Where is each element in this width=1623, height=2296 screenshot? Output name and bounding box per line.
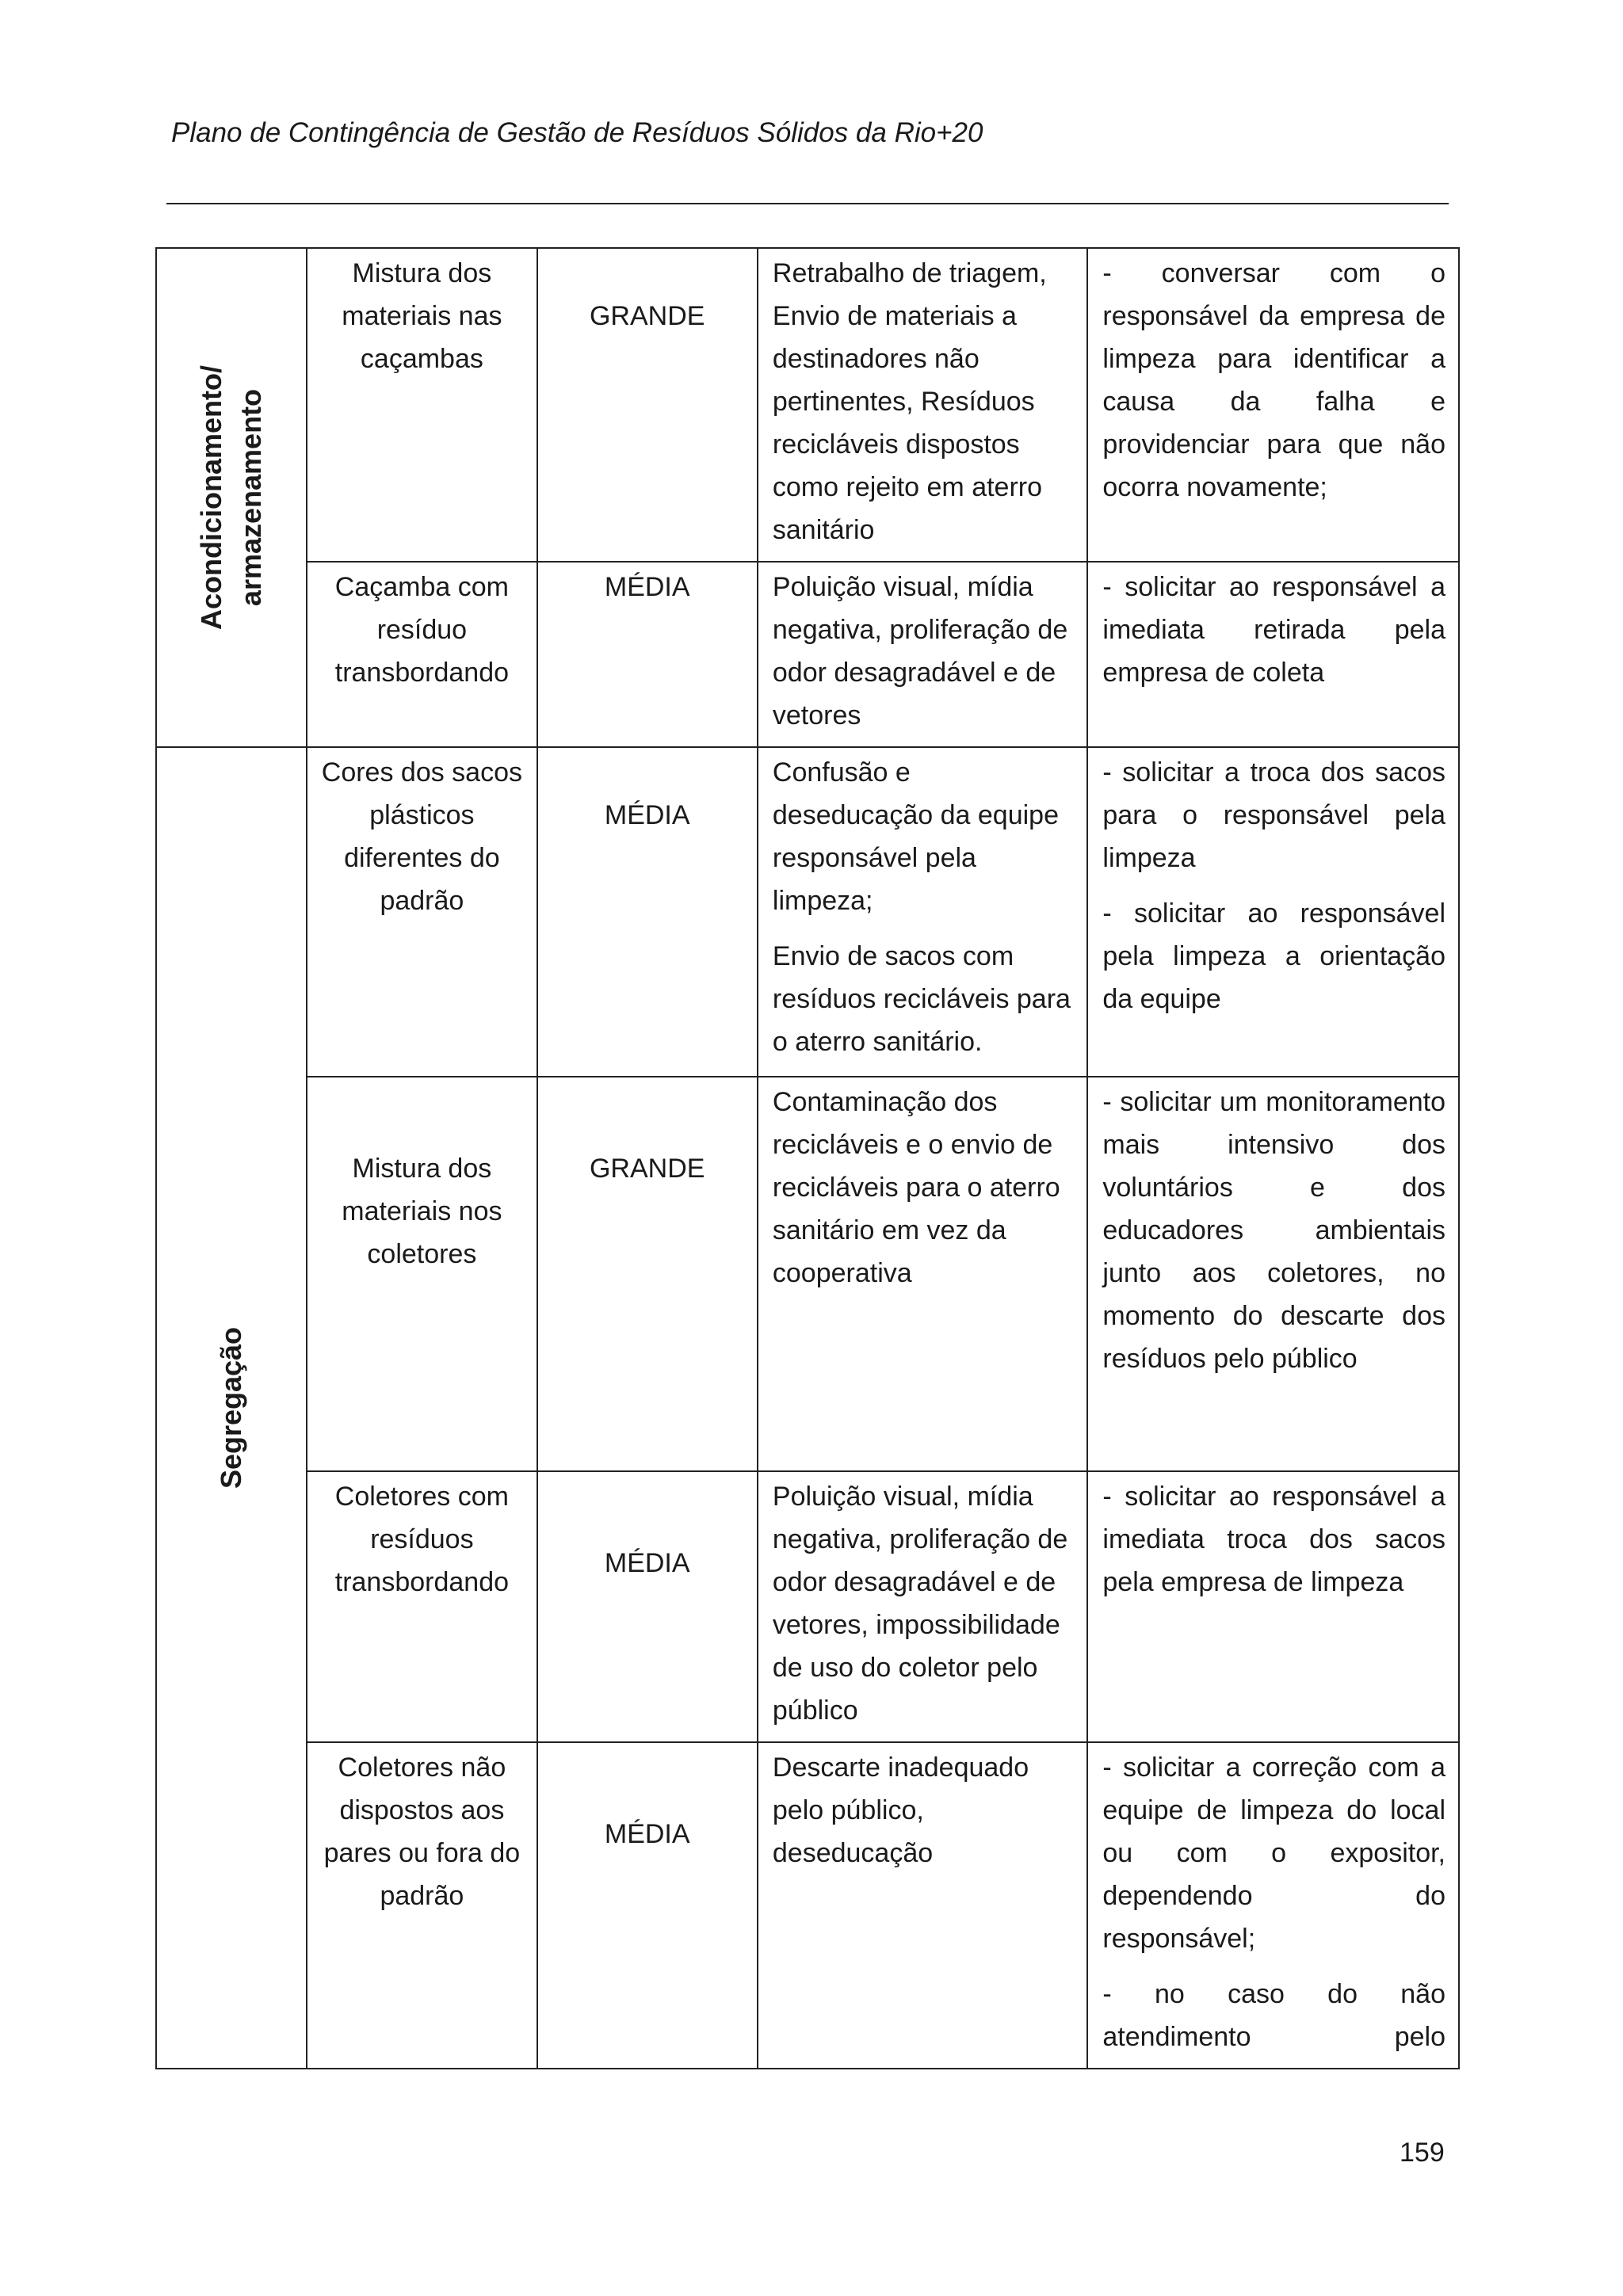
category-cell-segregacao bbox=[156, 747, 307, 2069]
contingency-table-container bbox=[155, 247, 1460, 2069]
page-number: 159 bbox=[1400, 2138, 1445, 2168]
table-row bbox=[156, 248, 1459, 562]
gravity-cell bbox=[537, 1077, 758, 1471]
table-row bbox=[156, 1471, 1459, 1742]
document-header: Plano de Contingência de Gestão de Resíduos Sólidos da Rio+20 bbox=[171, 117, 983, 148]
impact-text: Confusão e deseducação da equipe responsável pela limpeza; bbox=[772, 757, 1059, 916]
action-cell bbox=[1087, 562, 1459, 747]
impact-cell bbox=[758, 1742, 1088, 2069]
action-text: - solicitar ao responsável a imediata troca dos sacos pela empresa de limpeza bbox=[1102, 1482, 1445, 1597]
category-cell-acondicionamento bbox=[156, 248, 307, 747]
problem-cell bbox=[307, 1077, 537, 1471]
impact-cell bbox=[758, 1471, 1088, 1742]
impact-text: Retrabalho de triagem, Envio de materiais a destinadores não pertinentes, Resíduos recicláveis dispostos como rejeito em aterro sanitário bbox=[772, 258, 1047, 545]
gravity-value: MÉDIA bbox=[604, 1548, 690, 1578]
table-row bbox=[156, 1742, 1459, 2069]
impact-text: Descarte inadequado pelo público, deseducação bbox=[772, 1753, 1029, 1868]
action-cell bbox=[1087, 1077, 1459, 1471]
table-row bbox=[156, 1077, 1459, 1471]
impact-text: Contaminação dos recicláveis e o envio de recicláveis para o aterro sanitário em vez da cooperativa bbox=[772, 1087, 1060, 1288]
gravity-cell bbox=[537, 1471, 758, 1742]
action-cell bbox=[1087, 1742, 1459, 2069]
impact-text: Poluição visual, mídia negativa, proliferação de odor desagradável e de vetores bbox=[772, 572, 1068, 730]
problem-cell: Caçamba com resíduo transbordando bbox=[307, 562, 537, 747]
table-row bbox=[156, 747, 1459, 1077]
impact-text: Poluição visual, mídia negativa, proliferação de odor desagradável e de vetores, impossibilidade de uso do coletor pelo público bbox=[772, 1482, 1068, 1726]
action-text: - solicitar ao responsável pela limpeza a orientação da equipe bbox=[1102, 898, 1445, 1014]
action-text: - conversar com o responsável da empresa de limpeza para identificar a causa da falha e providenciar para que não ocorra novamente; bbox=[1102, 258, 1445, 502]
impact-cell bbox=[758, 562, 1088, 747]
gravity-value: MÉDIA bbox=[604, 800, 690, 830]
gravity-cell: MÉDIA bbox=[537, 562, 758, 747]
problem-cell: Mistura dos materiais nas caçambas bbox=[307, 248, 537, 562]
action-cell bbox=[1087, 1471, 1459, 1742]
gravity-value: GRANDE bbox=[589, 301, 705, 331]
category-label-line: armazenamento bbox=[235, 388, 268, 607]
action-text: - solicitar a troca dos sacos para o responsável pela limpeza bbox=[1102, 757, 1445, 873]
gravity-cell bbox=[537, 1742, 758, 2069]
action-cell bbox=[1087, 248, 1459, 562]
table-row bbox=[156, 562, 1459, 747]
impact-cell bbox=[758, 1077, 1088, 1471]
action-text: - no caso do não atendimento pelo bbox=[1102, 1979, 1445, 2052]
action-text: - solicitar a correção com a equipe de limpeza do local ou com o expositor, dependendo do responsável; bbox=[1102, 1753, 1445, 1954]
action-text: - solicitar ao responsável a imediata retirada pela empresa de coleta bbox=[1102, 572, 1445, 688]
contingency-table bbox=[155, 247, 1460, 2069]
category-label bbox=[192, 365, 271, 630]
gravity-value: MÉDIA bbox=[604, 1819, 690, 1849]
problem-cell: Cores dos sacos plásticos diferentes do padrão bbox=[307, 747, 537, 1077]
impact-cell bbox=[758, 248, 1088, 562]
problem-cell: Coletores com resíduos transbordando bbox=[307, 1471, 537, 1742]
impact-cell bbox=[758, 747, 1088, 1077]
gravity-cell bbox=[537, 747, 758, 1077]
category-label-line: Acondicionamento/ bbox=[195, 364, 228, 631]
action-text: - solicitar um monitoramento mais intensivo dos voluntários e dos educadores ambientais junto aos coletores, no momento do descarte dos resíduos pelo público bbox=[1102, 1087, 1445, 1374]
problem-cell: Coletores não dispostos aos pares ou fora do padrão bbox=[307, 1742, 537, 2069]
gravity-value: GRANDE bbox=[589, 1154, 705, 1184]
category-label-line: Segregação bbox=[215, 1326, 248, 1489]
gravity-cell bbox=[537, 248, 758, 562]
problem-text: Mistura dos materiais nos coletores bbox=[342, 1154, 502, 1269]
action-cell bbox=[1087, 747, 1459, 1077]
category-label bbox=[212, 1327, 251, 1489]
header-divider bbox=[166, 203, 1449, 204]
impact-text: Envio de sacos com resíduos recicláveis para o aterro sanitário. bbox=[772, 941, 1071, 1057]
